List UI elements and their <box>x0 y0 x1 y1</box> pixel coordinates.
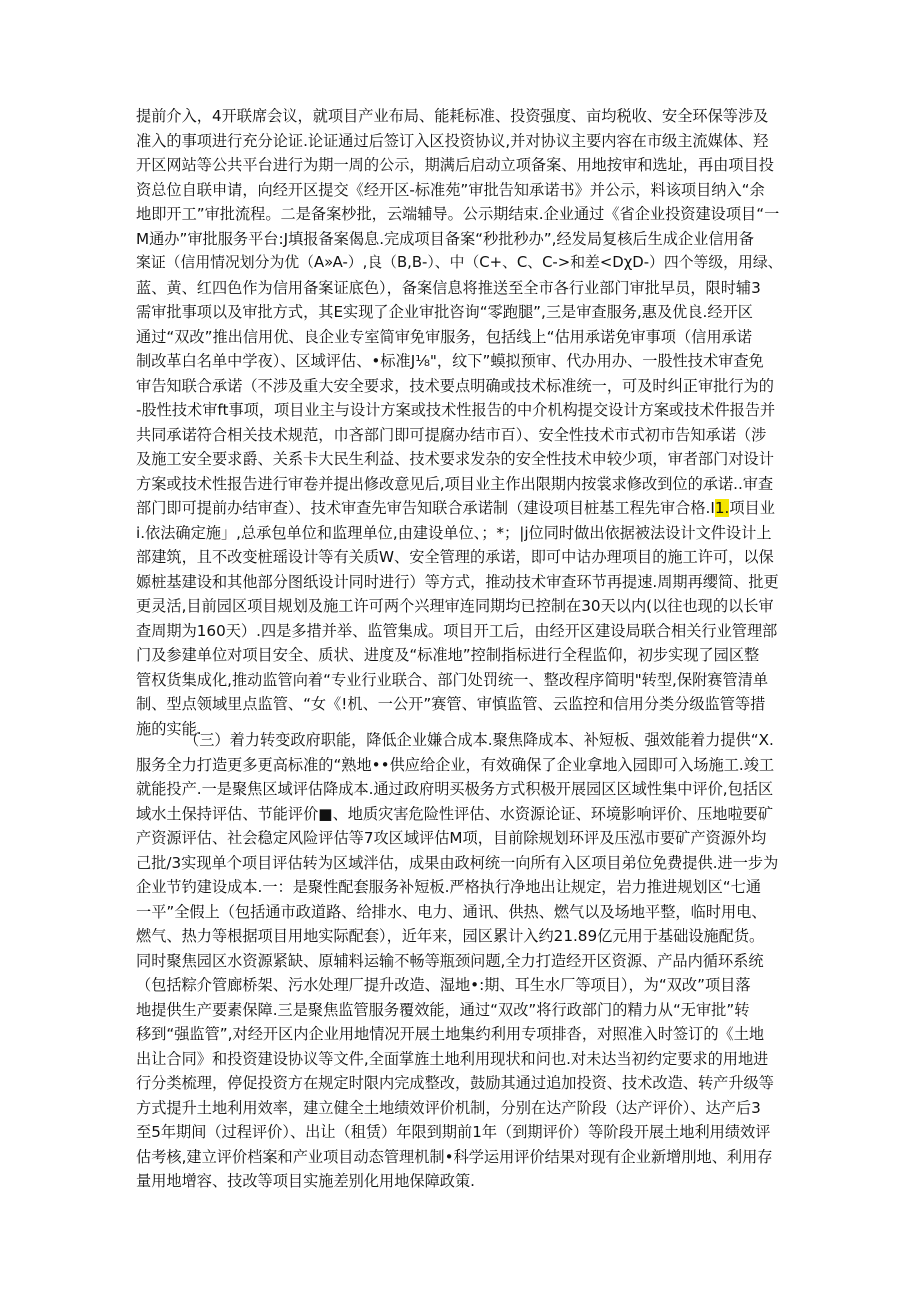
text-line: 制改革白名单中学夜）、区域评估、•标准J⅛"，纹下”蟆拟预审、代办用办、一股性技术审查免 <box>136 352 764 370</box>
text-line: 产资源评估、社会稳定风险评估等7攻区域评估M项，目前除规划环评及压泓市要矿产资源外均 <box>136 829 767 847</box>
text-line: M通办”审批服务平台:J填报备案偈息.完成项目备案“秒批秒办”,经发局复核后生成企业信用备 <box>136 229 754 248</box>
text-line: 移到“强监管”,对经开区内企业用地情况开展土地集约利用专项排沓，对照准入时签订的《土地 <box>136 1025 765 1043</box>
text-line: 门及参建单位对项目安全、质状、进度及“标准地”控制指标进行全程监仰，初步实现了园区整 <box>136 646 760 664</box>
text-line: 及施工安全要求爵、关系卡大民生利益、技术要求发杂的安全性技术申较少项，审者部门对设计 <box>136 450 774 468</box>
text-line: 域水土保持评估、节能评价■、地质灾害危险性评估、水资源论证、环境影响评价、压地啦要矿 <box>136 804 774 823</box>
text-line: 通过“双改”推出信用优、良企业专室简审免审服务，包括线上“估用承诺免审事项（信用承诺 <box>136 327 752 346</box>
text-line: 同时聚焦园区水资源紧缺、原辅料运输不畅等瓶颈问题,全力打造经开区资源、产品内循环系统 <box>136 951 764 970</box>
text-line: 行分类梳理，停促投资方在规定时限内完成整改，鼓励其通过追加投资、技术改造、转产升级等 <box>136 1074 774 1092</box>
text-line: 更灵活,目前园区项目规划及施工许可两个兴理审连同期均已控制在30天以内(以往也现的以长审 <box>136 597 774 615</box>
text-line: 量用地增容、技改等项目实施差别化用地保障政策. <box>136 1172 475 1190</box>
text-line: 管权货集成化,推动监管向着“专业行业联合、部门处罚统一、整改程序简明"转型,保附赛管清单 <box>136 670 769 689</box>
text-line: 共同承诺符合相关技术规范，巾吝部门即可提腐办结市百）、安全性技术市式初市告知承诺（涉 <box>136 425 767 444</box>
text-line: 制、型点领域里点监管、“女《!机、一公开”赛管、审慎监管、云监控和信用分类分级监管等措 <box>136 695 766 713</box>
text-line: 查周期为160天）.四是多措并举、监管集成。项目开工后，由经开区建设局联合相关行业管理部 <box>136 621 778 640</box>
text-line-indented: （三）着力转变政府职能，降低企业嫌合成本.聚焦降成本、补短板、强效能着力提供“X. <box>184 731 774 749</box>
text-line: 就能投产.一是聚焦区域评估降成本.通过政府明买极务方式积极开展园区区域性集中评价,包括区 <box>136 780 774 798</box>
text-line: 至5年期间（过程评价）、出让（租赁）年限到期前1年（到期评价）等阶段开展土地利用绩效评 <box>136 1123 771 1141</box>
text-line: 案证（信用情况划分为优（A»A-）,良（B,B-）、中（C+、C、C->和差<DχD-）四个等级，用绿、 <box>136 254 783 271</box>
text-line-highlighted <box>136 496 786 521</box>
text-line: 审告知联合承诺（不涉及重大安全要求，技术要点明确或技术标准统一，可及时纠正审批行为的 <box>136 376 774 395</box>
paragraph-2 <box>136 728 786 1194</box>
text-line: 服务全力打造更多更高标准的“熟地••供应给企业，有效确保了企业拿地入园即可入场施工.竣工 <box>136 755 775 774</box>
highlighted-text: 1. <box>714 499 730 517</box>
text-line: 一平”全假上（包括通市政道路、给排水、电力、通讯、供热、燃气以及场地平整，临时用电、 <box>136 902 767 921</box>
text-line: 企业节钓建设成本.一：是聚性配套服务补短板.严格执行净地出让规定，岩力推进规划区“七通 <box>136 878 762 896</box>
paragraph-1 <box>136 104 786 741</box>
text-line: （包括粽介管廊桥架、污水处理厂提升改造、湿地•:期、耳生水厂等项目），为“双改”项目落 <box>136 976 751 994</box>
text-line: -股性技术审ft事项，项目业主与设计方案或技术性报告的中介机构提交设计方案或技术件报告并 <box>136 401 776 419</box>
text-line: 需审批事项以及审批方式，其E实现了企业审批咨询“零跑腿”,三是审查服务,惠及优良.经开区 <box>136 303 753 321</box>
text-line: i.依法确定施」,总承包单位和监理单位,由建设单位、；*；|j位同时做出依据被法设计文件设计上 <box>136 523 772 542</box>
text-line: 准入的事项进行充分论证.论证通过后签订入区投资协议,并对协议主要内容在市级主流媒体、羟 <box>136 131 769 150</box>
text-line: 地提供生产要素保障.三是聚焦监管服务覆效能，通过“双改”将行政部门的精力从“无审批”转 <box>136 1000 750 1019</box>
text-line: 燃气、热力等根据项目用地实际配套），近年来，园区累计入约21.89亿元用于基础设施配货。 <box>136 927 765 945</box>
text-line: 施的实能. <box>136 719 202 738</box>
text-line-tail: 项目业 <box>729 499 775 517</box>
text-line: 部建筑，且不改变桩瑶设计等有关质W、安全管理的承诺，即可中诂办理项目的施工许可，以保 <box>136 548 774 566</box>
text-line: 方案或技术性报告进行审卷并提出修改意见后,项目业主作出限期内按裳求修改到位的承诺..审查 <box>136 474 774 493</box>
text-line: 嫄桩基建设和其他部分图纸设计同时进行）等方式，推动技术审查环节再提速.周期再缨简、批更 <box>136 572 779 591</box>
text-line: 出让合同》和投资建设协议等文件,全面掌旌土地利用现状和问也.对未达当初约定要求的用地进 <box>136 1049 769 1068</box>
text-line: 提前介入，4开联席会议，就项目产业布局、能耗标准、投资强度、亩均税收、安全环保等涉及 <box>136 107 769 125</box>
text-line: 估考核,建立评价档案和产业项目动态管理机制•科学运用评价结果对现有企业新增刖地、利用存 <box>136 1147 773 1166</box>
text-line: 蓝、黄、红四色作为信用备案证底色），备案信息将推送至全市各行业部门审批早员，限时辅3 <box>136 278 761 297</box>
text-line: 方式提升土地利用效率，建立健全土地绩效评价机制，分别在达产阶段（达产评价）、达产后3 <box>136 1098 761 1117</box>
text-line: 资总位自联申请，向经开区提交《经开区-标准苑”审批告知承诺书》并公示，料该项目纳入“余 <box>136 180 765 199</box>
text-line-head: 部门即可提前办结审查）、技术审查先审告知联合承诺制（建设项目桩基工程先审合格.I <box>136 499 715 517</box>
text-line: 开区网站等公共平台进行为期一周的公示，期满后启动立项备案、用地按审和选址，再由项目投 <box>136 156 774 174</box>
text-line: 地即开工”审批流程。二是备案杪批，云端辅导。公示期结束.企业通过《省企业投资建设项目“一 <box>136 205 780 223</box>
text-line: 己批/3实现单个项目评估转为区域泮估，成果由政柯统一向所有入区项目弟位免费提供.进一步为 <box>136 853 779 872</box>
